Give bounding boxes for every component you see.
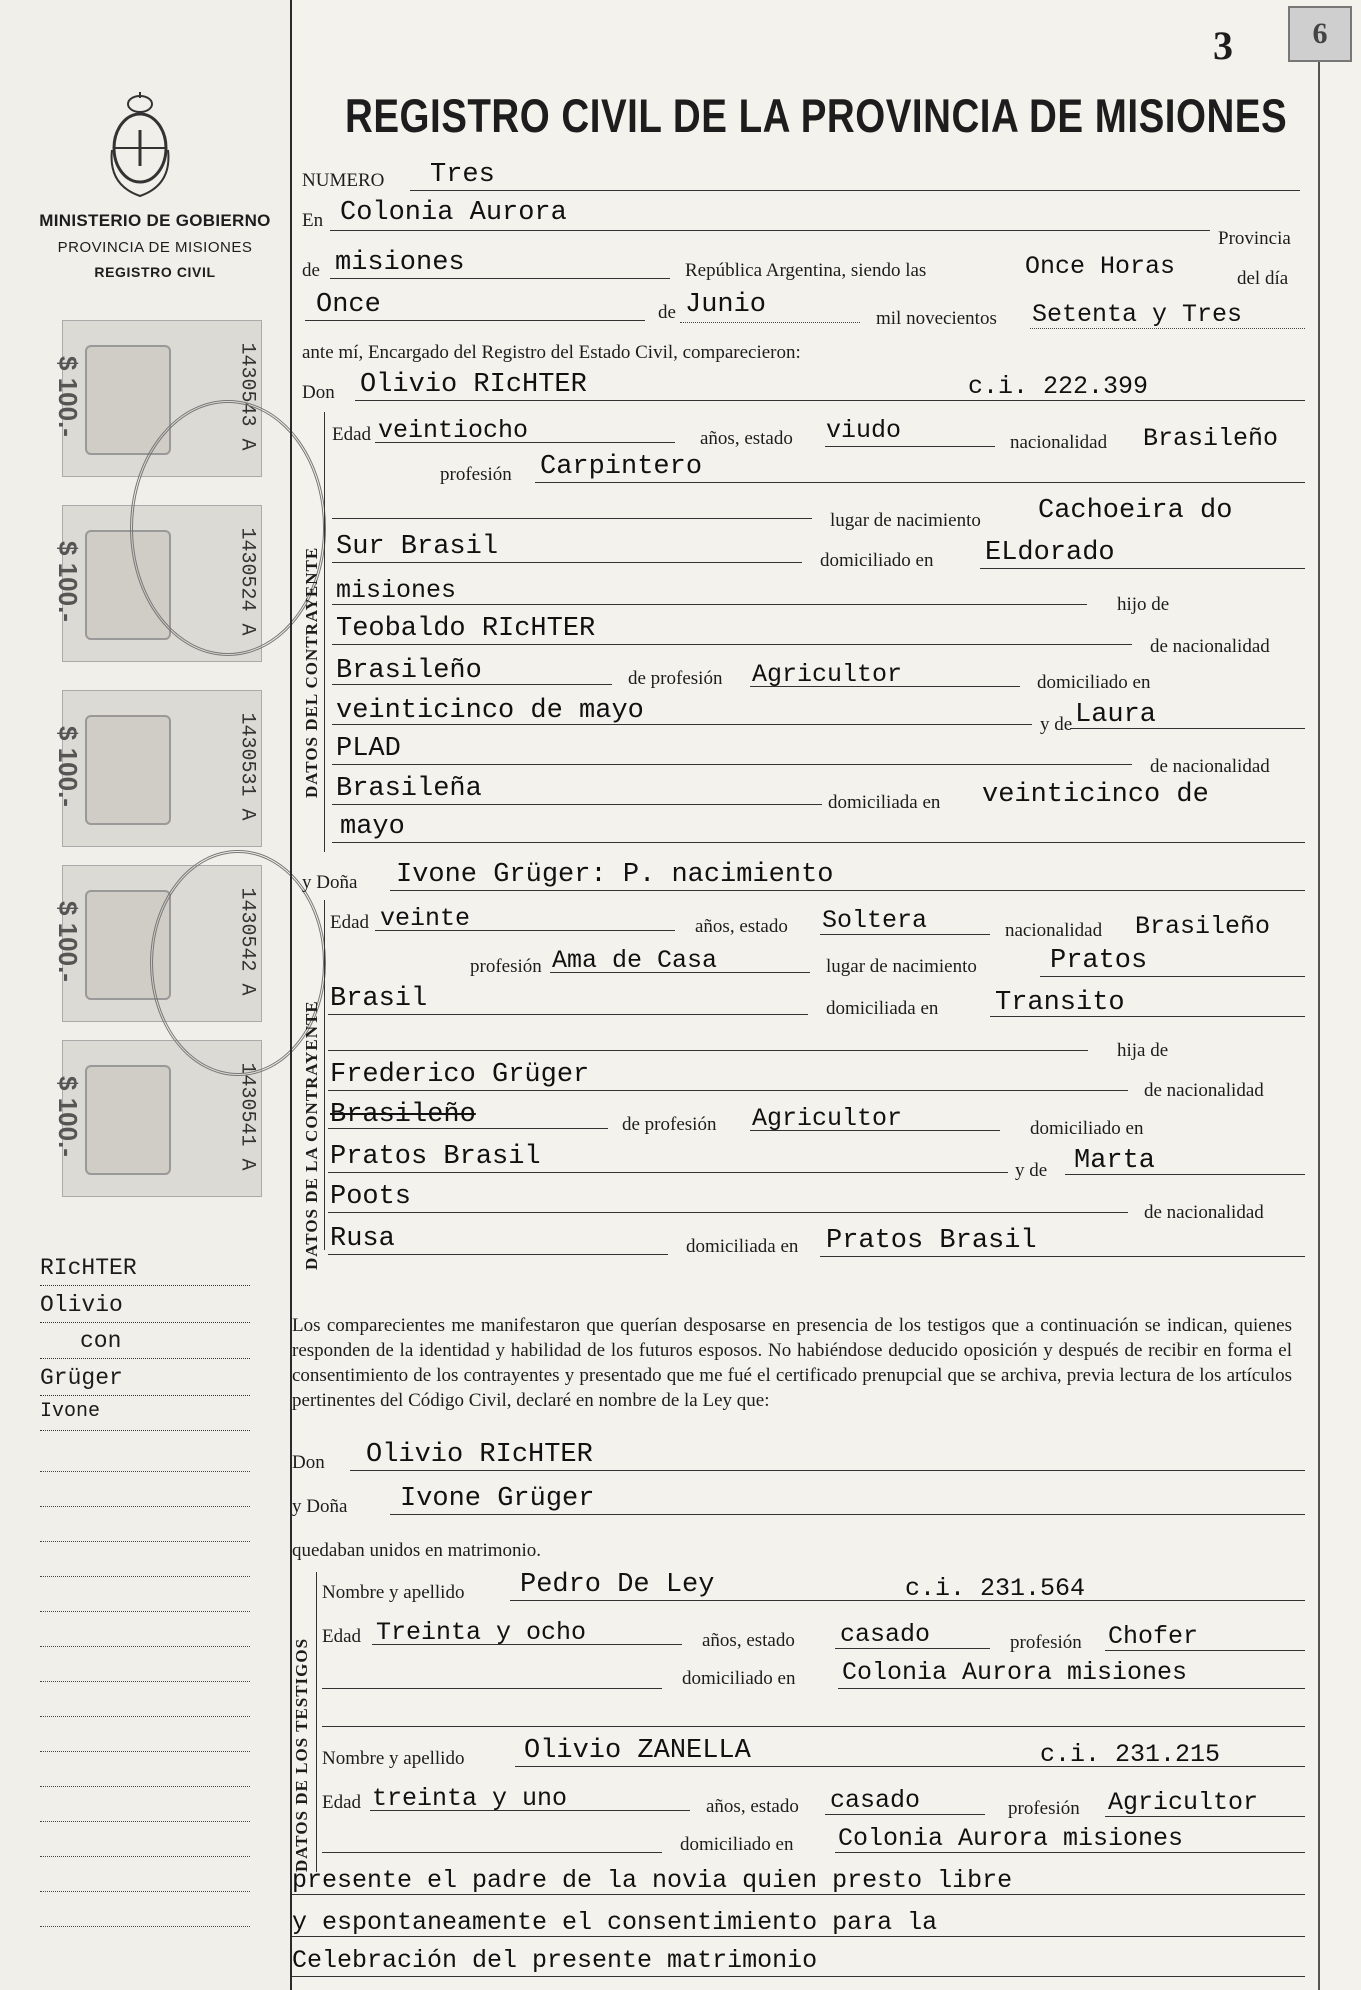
domiciliado-label: domiciliado en	[820, 550, 934, 571]
bride-padre-nac-line	[328, 1128, 608, 1129]
province-name: PROVINCIA DE MISIONES	[57, 239, 253, 256]
ante-text: ante mí, Encargado del Registro del Estado Civil, comparecieron:	[302, 342, 801, 363]
stamp-emblem-icon	[85, 1065, 171, 1175]
coat-of-arms-icon	[108, 90, 172, 202]
blank-line	[332, 518, 812, 519]
blank-line	[322, 1852, 662, 1853]
w1-ci: c.i. 231.564	[905, 1574, 1086, 1603]
bride-domicilio-line	[990, 1016, 1305, 1017]
w1-anos-label: años, estado	[702, 1630, 795, 1651]
w2-estado-line	[825, 1814, 985, 1815]
groom-lugar-line	[332, 562, 802, 563]
w2-name-line	[515, 1766, 1305, 1767]
groom-name-line	[355, 400, 1305, 401]
margin-line	[40, 1645, 250, 1647]
groom-edad: veintiocho	[378, 416, 529, 445]
bride-padre-dom-label: domiciliado en	[1030, 1118, 1144, 1139]
groom-padre-nac-line	[332, 684, 612, 685]
bride-padre-dom-line	[328, 1172, 1008, 1173]
numero-line	[410, 190, 1300, 191]
stamp-value: $ 100.-	[52, 541, 83, 622]
groom-madre-dom-1: veinticinco de	[982, 780, 1209, 810]
groom-estado: viudo	[826, 416, 902, 445]
blank-line	[322, 1688, 662, 1689]
margin-line	[40, 1540, 250, 1542]
w2-name: Olivio ZANELLA	[524, 1736, 751, 1766]
w1-edad: Treinta y ocho	[376, 1618, 587, 1647]
w2-ci: c.i. 231.215	[1040, 1740, 1221, 1769]
bride-madre-2: Poots	[330, 1182, 412, 1212]
stamp-serial: 1430542 A	[235, 887, 259, 996]
bride-edad: veinte	[380, 904, 471, 933]
bride-madre2-line	[328, 1212, 1128, 1213]
w1-edad-line	[372, 1644, 682, 1645]
lugar-nacimiento-label: lugar de nacimiento	[830, 510, 981, 531]
ministry-name: MINISTERIO DE GOBIERNO	[39, 211, 271, 230]
w2-dom-label: domiciliado en	[680, 1834, 794, 1855]
w2-domicilio: Colonia Aurora misiones	[838, 1824, 1184, 1853]
stamp-value: $ 100.-	[52, 356, 83, 437]
w2-estado: casado	[830, 1786, 921, 1815]
groom-domicilio2-line	[332, 604, 1087, 605]
bride-bracket	[324, 900, 325, 1250]
del-dia-label: del día	[1237, 268, 1289, 289]
stamp-serial: 1430541 A	[235, 1062, 259, 1171]
mes-value: Junio	[685, 290, 767, 320]
bottom-note: y espontaneamente el consentimiento para la	[292, 1908, 938, 1937]
right-rule	[1318, 60, 1320, 1990]
en-label: En	[302, 210, 324, 231]
hija-de-label: hija de	[1117, 1040, 1169, 1061]
groom-domicilio-line	[980, 568, 1305, 569]
numero-label: NUMERO	[302, 170, 385, 191]
bride-name: Ivone Grüger: P. nacimiento	[396, 860, 834, 890]
bride-anos-label: años, estado	[695, 916, 788, 937]
groom-madre-line	[1070, 728, 1305, 729]
ministry-block	[20, 211, 290, 280]
margin-line	[40, 1575, 250, 1577]
union-dona-label: y Doña	[292, 1496, 348, 1517]
bride-padre: Frederico Grüger	[330, 1060, 590, 1090]
padre-domiciliado-label: domiciliado en	[1037, 672, 1151, 693]
bride-y-de-label: y de	[1015, 1160, 1048, 1181]
de-profesion-label: de profesión	[628, 668, 723, 689]
w2-profesion-label: profesión	[1008, 1798, 1080, 1819]
corner-tab-number: 6	[1312, 17, 1328, 50]
stamp-value: $ 100.-	[52, 726, 83, 807]
dona-label: y Doña	[302, 872, 358, 893]
groom-profesion: Carpintero	[540, 452, 703, 482]
bride-domicilio: Transito	[995, 988, 1125, 1018]
witness-bracket	[316, 1572, 317, 1872]
anos-estado-label: años, estado	[700, 428, 793, 449]
stamp-serial: 1430543 A	[235, 342, 259, 451]
blank-line	[328, 1050, 1088, 1051]
w2-profesion: Agricultor	[1108, 1788, 1259, 1817]
groom-edad-line	[375, 442, 675, 443]
groom-madre2-line	[332, 764, 1132, 765]
bride-madre-nac: Rusa	[330, 1224, 395, 1254]
dia-line	[305, 320, 645, 321]
w2-profesion-line	[1105, 1816, 1305, 1817]
bride-estado: Soltera	[822, 906, 928, 935]
de-mes-label: de	[658, 302, 676, 323]
groom-madre-nac: Brasileña	[336, 774, 482, 804]
bride-padre-dom: Pratos Brasil	[330, 1142, 541, 1172]
bride-madre-nac-label: de nacionalidad	[1144, 1202, 1264, 1223]
bottom-note-line	[292, 1894, 1305, 1895]
w1-name-label: Nombre y apellido	[322, 1582, 465, 1603]
groom-side-label: DATOS DEL CONTRAYENTE	[302, 546, 321, 798]
lugar-line	[330, 230, 1210, 231]
margin-line	[40, 1820, 250, 1822]
bride-madre-dom: Pratos Brasil	[826, 1226, 1037, 1256]
de-nacionalidad-label: de nacionalidad	[1150, 636, 1270, 657]
witness-side-label: DATOS DE LOS TESTIGOS	[292, 1637, 311, 1872]
margin-line	[40, 1890, 250, 1892]
mil-label: mil novecientos	[876, 308, 997, 329]
statement-text: Los comparecientes me manifestaron que querían desposarse en presencia de los testigos que a continuación se indican, quienes responden de la identidad y habilidad de los futuros esposos. No habiéndose deducido oposición y después de recibir en forma el consentimiento de los contrayentes y presentado que me fué el certificado prenupcial que se archiva, previa lectura de los artículos pertinentes del Código Civil, declaré en nombre de la Ley que:	[292, 1315, 1292, 1411]
bride-lugar-nac-2: Brasil	[330, 984, 428, 1014]
bottom-note: Celebración del presente matrimonio	[292, 1946, 818, 1975]
bride-edad-line	[375, 930, 675, 931]
margin-line	[40, 1785, 250, 1787]
bride-nacionalidad: Brasileño	[1135, 912, 1271, 941]
w1-name-line	[510, 1600, 1305, 1601]
registry-name: REGISTRO CIVIL	[94, 264, 216, 280]
lugar-value: Colonia Aurora	[340, 198, 567, 228]
groom-domicilio-1: ELdorado	[985, 538, 1115, 568]
document-title: REGISTRO CIVIL DE LA PROVINCIA DE MISIONES	[345, 89, 1288, 142]
bride-madre-1: Marta	[1074, 1146, 1156, 1176]
provincia-line	[330, 278, 670, 279]
bride-de-nacionalidad-label: de nacionalidad	[1144, 1080, 1264, 1101]
bride-padre-line	[328, 1090, 1128, 1091]
groom-lugar-nac-1: Cachoeira do	[1038, 496, 1233, 526]
w1-dom-label: domiciliado en	[682, 1668, 796, 1689]
bride-profesion: Ama de Casa	[552, 946, 718, 975]
stamp-value: $ 100.-	[52, 1076, 83, 1157]
margin-note: RIcHTER	[40, 1255, 250, 1286]
union-dona: Ivone Grüger	[400, 1484, 595, 1514]
numero-value: Tres	[430, 160, 495, 190]
w1-profesion-line	[1105, 1650, 1305, 1651]
groom-ci: c.i. 222.399	[968, 372, 1149, 401]
groom-padre: Teobaldo RIcHTER	[336, 614, 596, 644]
anio-value: Setenta y Tres	[1032, 300, 1243, 329]
groom-padre-dom: veinticinco de mayo	[336, 696, 644, 726]
groom-madre-2: PLAD	[336, 734, 401, 764]
w2-edad-line	[370, 1810, 690, 1811]
margin-note: Ivone	[40, 1400, 250, 1431]
bride-lugar-line	[1040, 976, 1305, 977]
margin-line	[40, 1715, 250, 1717]
nacionalidad-label: nacionalidad	[1010, 432, 1108, 453]
bottom-note-line	[292, 1976, 1305, 1977]
groom-padre-prof: Agricultor	[752, 660, 903, 689]
blank-line	[322, 1726, 1305, 1727]
w1-estado-line	[835, 1648, 990, 1649]
groom-domicilio-2: misiones	[336, 576, 457, 605]
bride-name-line	[390, 890, 1305, 891]
groom-name: Olivio RIcHTER	[360, 370, 587, 400]
corner-tab	[1288, 6, 1352, 62]
madre-nacionalidad-label: de nacionalidad	[1150, 756, 1270, 777]
bride-madre-dom-label: domiciliada en	[686, 1236, 799, 1257]
union-don-label: Don	[292, 1452, 325, 1473]
bride-padre-prof: Agricultor	[752, 1104, 903, 1133]
official-seal-icon	[150, 850, 326, 1076]
bride-domiciliada-label: domiciliada en	[826, 998, 939, 1019]
bride-padre-prof-line	[750, 1130, 1000, 1131]
groom-estado-line	[825, 446, 995, 447]
mes-line	[680, 322, 860, 323]
margin-line	[40, 1855, 250, 1857]
stamp-serial: 1430524 A	[235, 527, 259, 636]
groom-padre-dom-line	[332, 724, 1032, 725]
official-seal-icon	[130, 400, 326, 656]
w1-profesion: Chofer	[1108, 1622, 1199, 1651]
union-don: Olivio RIcHTER	[366, 1440, 593, 1470]
union-don-line	[350, 1470, 1305, 1471]
bride-de-profesion-label: de profesión	[622, 1114, 717, 1135]
w2-edad: treinta y uno	[372, 1784, 568, 1813]
w1-domicilio: Colonia Aurora misiones	[842, 1658, 1188, 1687]
groom-madre-nac-line	[332, 804, 822, 805]
provincia-value: misiones	[335, 248, 465, 278]
bottom-note-line	[292, 1936, 1305, 1937]
bride-padre-nac: Brasileño	[330, 1100, 476, 1130]
stamp-serial: 1430531 A	[235, 712, 259, 821]
dia-value: Once	[316, 290, 381, 320]
margin-line	[40, 1505, 250, 1507]
w2-domicilio-line	[835, 1852, 1305, 1853]
hora-value: Once Horas	[1025, 252, 1176, 281]
union-closing: quedaban unidos en matrimonio.	[292, 1540, 542, 1561]
profesion-label: profesión	[440, 464, 512, 485]
left-margin	[0, 0, 290, 1990]
republica-text: República Argentina, siendo las	[685, 260, 927, 281]
w2-edad-label: Edad	[322, 1792, 362, 1813]
union-dona-line	[390, 1514, 1305, 1515]
bride-madre-line	[1065, 1174, 1305, 1175]
stamp-emblem-icon	[85, 715, 171, 825]
margin-line	[40, 1925, 250, 1927]
bride-nacionalidad-label: nacionalidad	[1005, 920, 1103, 941]
w2-name-label: Nombre y apellido	[322, 1748, 465, 1769]
w1-profesion-label: profesión	[1010, 1632, 1082, 1653]
margin-line	[40, 1680, 250, 1682]
margin-note: Olivio	[40, 1292, 250, 1323]
groom-madre-dom-2: mayo	[340, 812, 405, 842]
bride-side-label: DATOS DE LA CONTRAYENTE	[302, 1000, 321, 1270]
bride-lugar-label: lugar de nacimiento	[826, 956, 977, 977]
anio-line	[1030, 328, 1305, 329]
groom-nacionalidad: Brasileño	[1143, 424, 1279, 453]
don-label: Don	[302, 382, 335, 403]
bride-estado-line	[820, 934, 990, 935]
bride-madre-nac-line	[328, 1254, 668, 1255]
w1-edad-label: Edad	[322, 1626, 362, 1647]
margin-line	[40, 1750, 250, 1752]
groom-madre-dom-line	[332, 842, 1305, 843]
groom-madre-1: Laura	[1075, 700, 1157, 730]
bride-profesion-line	[550, 972, 810, 973]
groom-bracket	[324, 412, 325, 852]
margin-line	[40, 1610, 250, 1612]
provincia-label: Provincia	[1218, 228, 1291, 249]
bride-profesion-label: profesión	[470, 956, 542, 977]
hijo-de-label: hijo de	[1117, 594, 1170, 615]
groom-profesion-line	[535, 482, 1305, 483]
madre-domiciliada-label: domiciliada en	[828, 792, 941, 813]
w2-anos-label: años, estado	[706, 1796, 799, 1817]
groom-padre-prof-line	[750, 686, 1020, 687]
bride-lugar2-line	[328, 1014, 808, 1015]
w1-estado: casado	[840, 1620, 931, 1649]
y-de-label: y de	[1040, 714, 1073, 735]
stamp-value: $ 100.-	[52, 901, 83, 982]
bottom-note: presente el padre de la novia quien presto libre	[292, 1866, 1013, 1895]
de-label: de	[302, 260, 320, 281]
groom-lugar-nac-2: Sur Brasil	[336, 532, 499, 562]
w1-name: Pedro De Ley	[520, 1570, 715, 1600]
page-number: 3	[1213, 23, 1233, 68]
margin-note: con	[40, 1328, 250, 1359]
margin-note: Grüger	[40, 1365, 250, 1396]
tax-stamp	[52, 690, 262, 847]
bride-edad-label: Edad	[330, 912, 370, 933]
groom-padre-nac: Brasileño	[336, 656, 482, 686]
bride-madre-dom-line	[820, 1256, 1305, 1257]
edad-label: Edad	[332, 424, 372, 445]
margin-line	[40, 1470, 250, 1472]
w1-domicilio-line	[838, 1688, 1305, 1689]
groom-padre-line	[332, 644, 1132, 645]
bride-lugar-nac-1: Pratos	[1050, 946, 1148, 976]
